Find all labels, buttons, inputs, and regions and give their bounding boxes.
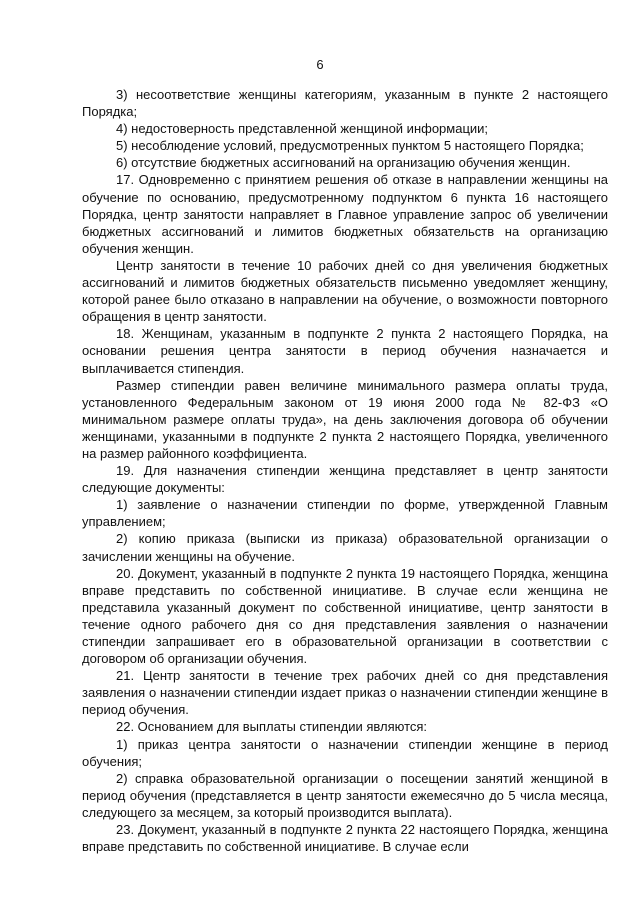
paragraph-23: 23. Документ, указанный в подпункте 2 пункта 22 настоящего Порядка, женщина вправе представить по собственной инициативе. В случае если	[82, 822, 608, 855]
page-number: 6	[316, 57, 324, 72]
paragraph-21: 21. Центр занятости в течение трех рабочих дней со дня представления заявления о назначении стипендии издает приказ о назначении стипендии женщине в период обучения.	[82, 668, 608, 718]
paragraph-22-2: 2) справка образовательной организации о посещении занятий женщиной в период обучения (представляется в центр занятости ежемесячно до 5 числа месяца, следующего за месяцем, за который производится выплата).	[82, 770, 608, 820]
paragraph-18-amount: Размер стипендии равен величине минимального размера оплаты труда, установленного Федеральным законом от 19 июня 2000 года № 82-ФЗ «О минимальном размере оплаты труда», на день заключения договора об обучении женщинами, указанными в подпункте 2 пункта 2 настоящего Порядка, увеличенного на размер районного коэффициента.	[82, 377, 608, 461]
paragraph-16-6: 6) отсутствие бюджетных ассигнований на организацию обучения женщин.	[116, 155, 571, 171]
paragraph-16-4: 4) недостоверность представленной женщиной информации;	[116, 121, 489, 137]
paragraph-18: 18. Женщинам, указанным в подпункте 2 пункта 2 настоящего Порядка, на основании решения центра занятости в период обучения назначается и выплачивается стипендия.	[82, 326, 608, 376]
paragraph-16-5: 5) несоблюдение условий, предусмотренных пунктом 5 настоящего Порядка;	[116, 138, 584, 154]
paragraph-19-1: 1) заявление о назначении стипендии по форме, утвержденной Главным управлением;	[82, 497, 608, 530]
paragraph-19-2: 2) копию приказа (выписки из приказа) образовательной организации о зачислении женщины на обучение.	[82, 531, 608, 564]
paragraph-20: 20. Документ, указанный в подпункте 2 пункта 19 настоящего Порядка, женщина вправе представить по собственной инициативе. В случае если женщина не представила указанный документ по собственной инициативе, центр занятости в течение одного рабочего дня со дня представления заявления о назначении стипендии запрашивает его в образовательной организации в соответствии с договором об организации обучения.	[82, 565, 608, 667]
paragraph-22: 22. Основанием для выплаты стипендии являются:	[116, 719, 428, 735]
paragraph-17: 17. Одновременно с принятием решения об отказе в направлении женщины на обучение по основанию, предусмотренному подпунктом 6 пункта 16 настоящего Порядка, центр занятости направляет в Главное управление запрос об увеличении бюджетных ассигнований и лимитов бюджетных обязательств на организацию обучения женщин.	[82, 172, 608, 256]
paragraph-19: 19. Для назначения стипендии женщина представляет в центр занятости следующие документы:	[82, 463, 608, 496]
paragraph-17-notice: Центр занятости в течение 10 рабочих дней со дня увеличения бюджетных ассигнований и лимитов бюджетных обязательств письменно уведомляет женщину, которой ранее было отказано в направлении на обучение, о возможности повторного обращения в центр занятости.	[82, 257, 608, 325]
document-body	[82, 86, 608, 855]
paragraph-16-3: 3) несоответствие женщины категориям, указанным в пункте 2 настоящего Порядка;	[82, 87, 608, 120]
paragraph-22-1: 1) приказ центра занятости о назначении стипендии женщине в период обучения;	[82, 736, 608, 769]
